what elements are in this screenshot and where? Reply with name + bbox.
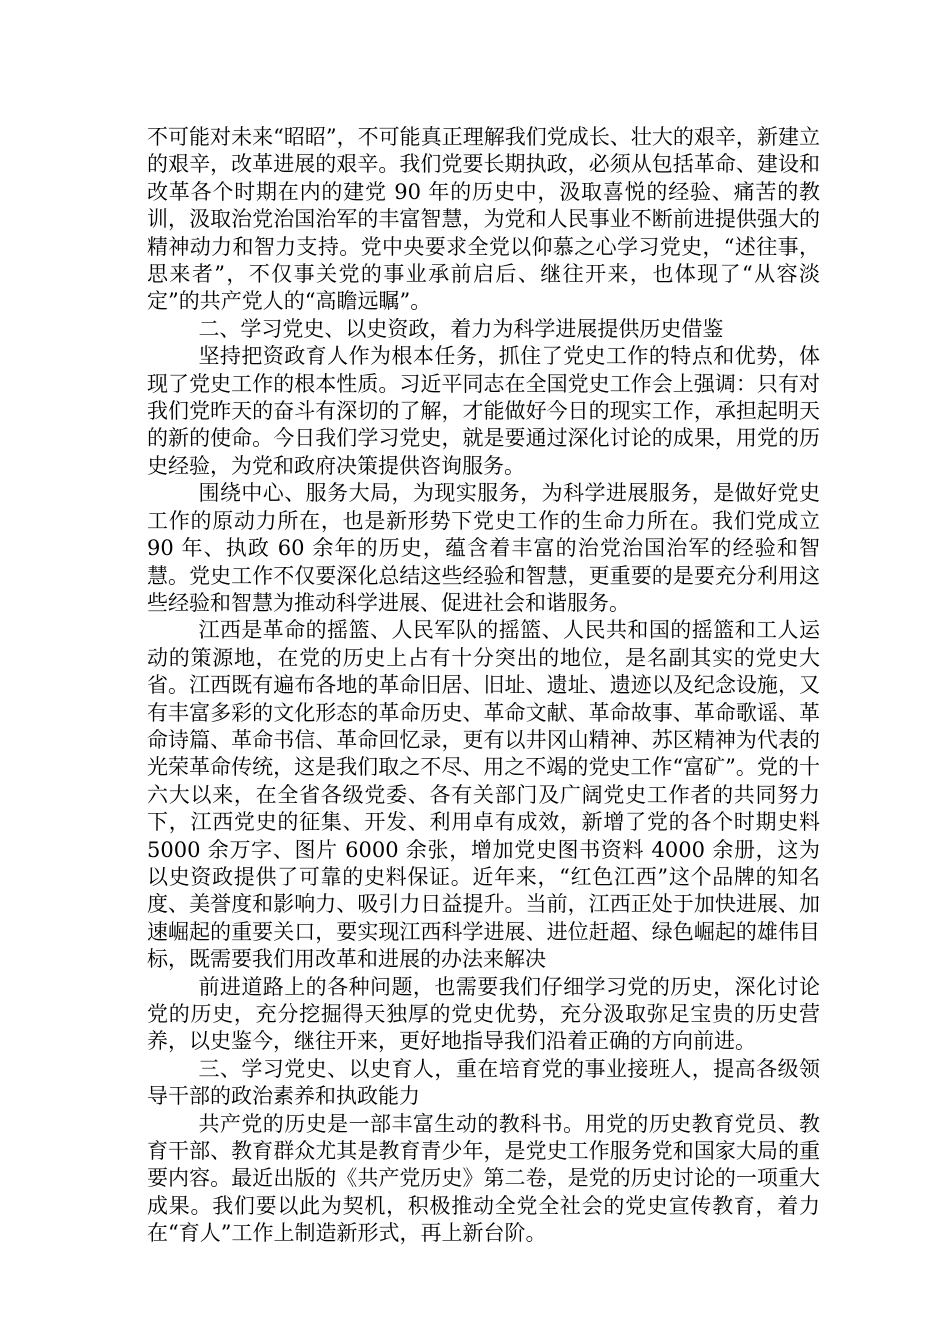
paragraph: 坚持把资政育人作为根本任务，抓住了党史工作的特点和优势，体现了党史工作的根本性质。习近平同志在全国党史工作会上强调：只有对我们党昨天的奋斗有深切的了解，才能做好今日的现实工作，承担起明天的新的使命。今日我们学习党史，就是要通过深化讨论的成果，用党的历史经验，为党和政府决策提供咨询服务。 <box>147 344 820 478</box>
section-heading-2: 二、学习党史、以史资政，着力为科学进展提供历史借鉴 <box>198 316 724 341</box>
paragraph-continuation: 不可能对未来“昭昭”，不可能真正理解我们党成长、壮大的艰辛，新建立的艰辛，改革进展的艰辛。我们党要长期执政，必须从包括革命、建设和改革各个时期在内的建党 90 年的历史中，汲取喜悦的经验、痛苦的教训，汲取治党治国治军的丰富智慧，为党和人民事业不断前进提供强大的精神动力和智力支持。党中央要求全党以仰慕之心学习党史，“述往事，思来者”，不仅事关党的事业承前启后、继往开来，也体现了“从容淡定”的共产党人的“高瞻远瞩”。 <box>147 125 820 314</box>
paragraph: 江西是革命的摇篮、人民军队的摇篮、人民共和国的摇篮和工人运动的策源地，在党的历史上占有十分突出的地位，是名副其实的党史大省。江西既有遍布各地的革命旧居、旧址、遗址、遗迹以及纪念设施，又有丰富多彩的文化形态的革命历史、革命文献、革命故事、革命歌谣、革命诗篇、革命书信、革命回忆录，更有以井冈山精神、苏区精神为代表的光荣革命传统，这是我们取之不尽、用之不竭的党史工作“富矿”。党的十六大以来，在全省各级党委、各有关部门及广阔党史工作者的共同努力下，江西党史的征集、开发、利用卓有成效，新增了党的各个时期史料 5000 余万字、图片 6000 余张，增加党史图书资料 4000 余册，这为以史资政提供了可靠的史料保证。近年来，“红色江西”这个品牌的知名度、美誉度和影响力、吸引力日益提升。当前，江西正处于加快进展、加速崛起的重要关口，要实现江西科学进展、进位赶超、绿色崛起的雄伟目标，既需要我们用改革和进展的办法来解决 <box>147 618 820 972</box>
paragraph: 共产党的历史是一部丰富生动的教科书。用党的历史教育党员、教育干部、教育群众尤其是教育青少年，是党史工作服务党和国家大局的重要内容。最近出版的《共产党历史》第二卷，是党的历史讨论的一项重大成果。我们要以此为契机，积极推动全党全社会的党史宣传教育，着力在“育人”工作上制造新形式，再上新台阶。 <box>147 1111 820 1246</box>
document-page <box>147 124 820 1248</box>
paragraph: 前进道路上的各种问题，也需要我们仔细学习党的历史，深化讨论党的历史，充分挖掘得天独厚的党史优势，充分汲取弥足宝贵的历史营养，以史鉴今，继往开来，更好地指导我们沿着正确的方向前进。 <box>147 974 820 1054</box>
paragraph: 围绕中心、服务大局，为现实服务，为科学进展服务，是做好党史工作的原动力所在，也是新形势下党史工作的生命力所在。我们党成立 90 年、执政 60 余年的历史，蕴含着丰富的治党治国治军的经验和智慧。党史工作不仅要深化总结这些经验和智慧，更重要的是要充分利用这些经验和智慧为推动科学进展、促进社会和谐服务。 <box>147 481 820 615</box>
section-heading-3: 三、学习党史、以史育人，重在培育党的事业接班人，提高各级领导干部的政治素养和执政能力 <box>147 1056 820 1109</box>
